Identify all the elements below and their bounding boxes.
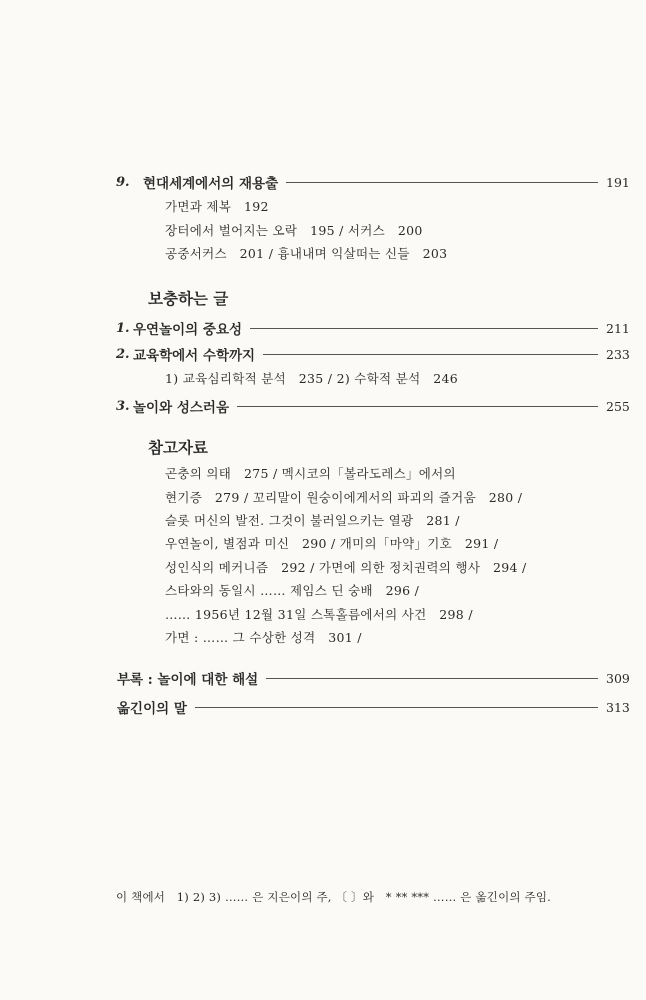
subentry-line: 1) 교육심리학적 분석 235 / 2) 수학적 분석 246 <box>165 371 459 386</box>
entry-title: 현대세계에서의 재용출 <box>143 176 279 192</box>
dot-leader <box>266 678 598 679</box>
entry-title: 부록 : 놀이에 대한 해설 <box>117 672 259 688</box>
entry-title: 옮긴이의 말 <box>117 701 187 717</box>
toc-entry-supplement-2[interactable] <box>0 344 646 364</box>
toc-entry-supplement-3[interactable] <box>0 396 646 416</box>
dot-leader <box>286 182 598 183</box>
entry-title: 놀이와 성스러움 <box>133 400 229 416</box>
reference-line: 곤충의 의태 275 / 멕시코의「볼라도레스」에서의 <box>165 466 456 481</box>
reference-line: 현기증 279 / 꼬리말이 원숭이에게서의 파괴의 즐거움 280 / <box>165 490 523 505</box>
reference-line: 우연놀이, 별점과 미신 290 / 개미의「마약」기호 291 / <box>165 536 499 551</box>
entry-title: 교육학에서 수학까지 <box>133 348 256 364</box>
toc-entry-chapter-9[interactable] <box>0 172 646 192</box>
subentry-line: 공중서커스 201 / 흉내내며 익살떠는 신들 203 <box>165 246 448 261</box>
footnote: 이 책에서 1) 2) 3) …… 은 지은이의 주, 〔 〕와 * ** *** …… 은 옮긴이의 주임. <box>116 890 552 904</box>
entry-number: 1. <box>116 320 130 336</box>
entry-page-number: 211 <box>606 320 630 336</box>
entry-title: 우연놀이의 중요성 <box>133 322 243 338</box>
section-heading-references: 참고자료 <box>148 438 208 457</box>
subentry-line: 장터에서 벌어지는 오락 195 / 서커스 200 <box>165 223 423 238</box>
dot-leader <box>263 354 598 355</box>
entry-page-number: 233 <box>606 346 630 362</box>
reference-line: 스타와의 동일시 …… 제임스 딘 숭배 296 / <box>165 583 420 598</box>
reference-line: 슬롯 머신의 발전. 그것이 불러일으키는 열광 281 / <box>165 513 460 528</box>
entry-number: 9. <box>116 174 130 190</box>
entry-page-number: 191 <box>606 174 630 190</box>
dot-leader <box>195 707 598 708</box>
reference-line: …… 1956년 12월 31일 스톡홀름에서의 사건 298 / <box>165 607 473 622</box>
entry-page-number: 313 <box>606 699 630 715</box>
reference-line: 가면 : …… 그 수상한 성격 301 / <box>165 630 362 645</box>
entry-page-number: 255 <box>606 398 630 414</box>
dot-leader <box>250 328 598 329</box>
entry-number: 3. <box>116 398 130 414</box>
reference-line: 성인식의 메커니즘 292 / 가면에 의한 정치권력의 행사 294 / <box>165 560 527 575</box>
section-heading-supplement: 보충하는 글 <box>148 289 229 308</box>
toc-entry-translator-note[interactable] <box>0 697 646 717</box>
toc-entry-appendix[interactable] <box>0 668 646 688</box>
subentry-line: 가면과 제복 192 <box>165 199 269 214</box>
entry-number: 2. <box>116 346 130 362</box>
toc-entry-supplement-1[interactable] <box>0 318 646 338</box>
entry-page-number: 309 <box>606 670 630 686</box>
dot-leader <box>237 406 598 407</box>
